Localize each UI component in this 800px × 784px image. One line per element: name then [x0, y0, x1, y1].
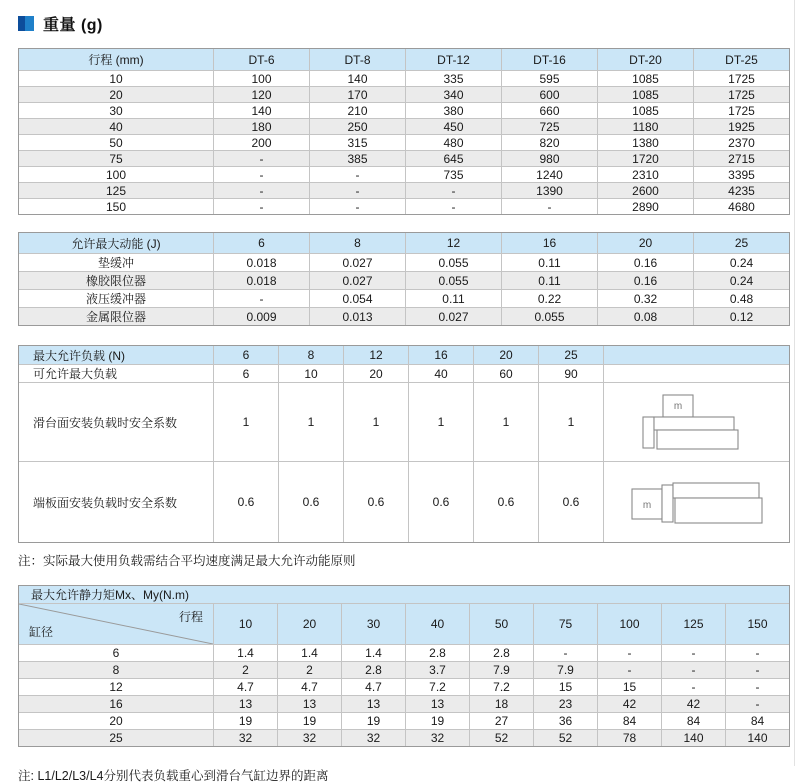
value-cell: 1 [409, 383, 474, 462]
value-cell: 0.6 [214, 462, 279, 543]
table-row [19, 87, 790, 103]
load-table-header-row [19, 346, 790, 365]
value-cell: 1240 [502, 167, 598, 183]
value-cell: 480 [406, 135, 502, 151]
value-cell: 595 [502, 71, 598, 87]
table-row [19, 696, 790, 713]
value-cell: 42 [598, 696, 662, 713]
value-cell: 0.055 [406, 254, 502, 272]
value-cell: 820 [502, 135, 598, 151]
value-cell: 1085 [598, 87, 694, 103]
value-cell: 40 [409, 365, 474, 383]
weight-table [18, 48, 790, 215]
value-cell: 140 [310, 71, 406, 87]
mass-label: m [673, 401, 682, 412]
value-cell: 660 [502, 103, 598, 119]
value-cell: 2715 [694, 151, 790, 167]
value-cell: - [406, 199, 502, 215]
value-cell: 100 [214, 71, 310, 87]
value-cell: - [214, 199, 310, 215]
max-load-table [18, 345, 790, 543]
value-cell: 180 [214, 119, 310, 135]
row-label-cell: 6 [19, 645, 214, 662]
value-cell: 84 [662, 713, 726, 730]
value-cell: 600 [502, 87, 598, 103]
column-header: 12 [406, 233, 502, 254]
column-header: 16 [502, 233, 598, 254]
row-label-cell: 100 [19, 167, 214, 183]
diagram-column-header [604, 346, 790, 365]
value-cell: 0.08 [598, 308, 694, 326]
value-cell: 140 [214, 103, 310, 119]
column-header: 20 [598, 233, 694, 254]
value-cell: 0.054 [310, 290, 406, 308]
value-cell: 0.055 [406, 272, 502, 290]
row-label-cell: 16 [19, 696, 214, 713]
value-cell: 7.2 [406, 679, 470, 696]
diagram-cell [604, 383, 790, 462]
value-cell: 1725 [694, 87, 790, 103]
value-cell: 18 [470, 696, 534, 713]
value-cell: 0.027 [310, 254, 406, 272]
row-label-cell: 50 [19, 135, 214, 151]
value-cell: 0.6 [344, 462, 409, 543]
value-cell: 32 [278, 730, 342, 747]
end-plate [643, 417, 654, 448]
column-header: 40 [406, 604, 470, 645]
column-header: 16 [409, 346, 474, 365]
table-row [19, 199, 790, 215]
column-header: DT-16 [502, 49, 598, 71]
value-cell: 27 [470, 713, 534, 730]
value-cell: - [310, 167, 406, 183]
value-cell: 340 [406, 87, 502, 103]
value-cell: 0.24 [694, 254, 790, 272]
value-cell: 15 [598, 679, 662, 696]
value-cell: 7.2 [470, 679, 534, 696]
kinetic-table-header-row [19, 233, 790, 254]
moment-table-title: 最大允许静力矩Mx、My(N.m) [19, 586, 790, 604]
column-header: 允许最大动能 (J) [19, 233, 214, 254]
value-cell: 60 [474, 365, 539, 383]
cylinder-body [657, 430, 738, 449]
table-row [19, 254, 790, 272]
value-cell: 4680 [694, 199, 790, 215]
value-cell: 0.013 [310, 308, 406, 326]
value-cell: 735 [406, 167, 502, 183]
value-cell: 0.027 [406, 308, 502, 326]
row-label-cell: 金属限位器 [19, 308, 214, 326]
value-cell: 0.16 [598, 272, 694, 290]
slide-table-top [673, 483, 759, 498]
note-load-distance: 注: L1/L2/L3/L4分别代表负载重心到滑台气缸边界的距离 [18, 769, 329, 783]
column-header: 10 [214, 604, 278, 645]
kinetic-energy-table [18, 232, 790, 326]
value-cell: 1 [474, 383, 539, 462]
value-cell: 1725 [694, 103, 790, 119]
value-cell: 32 [406, 730, 470, 747]
column-header: 6 [214, 346, 279, 365]
value-cell: 7.9 [534, 662, 598, 679]
value-cell: 7.9 [470, 662, 534, 679]
slide-face-safety-row [19, 383, 790, 462]
corner-label-bore: 缸径 [29, 625, 54, 639]
value-cell: 32 [342, 730, 406, 747]
value-cell: 36 [534, 713, 598, 730]
column-header: DT-6 [214, 49, 310, 71]
column-header: 25 [539, 346, 604, 365]
value-cell: 0.018 [214, 254, 310, 272]
value-cell: 13 [278, 696, 342, 713]
value-cell: 4.7 [278, 679, 342, 696]
value-cell: 2.8 [342, 662, 406, 679]
value-cell: 52 [470, 730, 534, 747]
value-cell: - [502, 199, 598, 215]
value-cell: 20 [344, 365, 409, 383]
value-cell: 2 [214, 662, 278, 679]
value-cell: 0.6 [409, 462, 474, 543]
value-cell: 19 [342, 713, 406, 730]
value-cell: 0.11 [406, 290, 502, 308]
value-cell: 0.027 [310, 272, 406, 290]
value-cell: 2890 [598, 199, 694, 215]
row-label-cell: 20 [19, 713, 214, 730]
column-header: 20 [474, 346, 539, 365]
value-cell: 315 [310, 135, 406, 151]
page-title-text: 重量 (g) [43, 17, 103, 34]
value-cell: 84 [726, 713, 790, 730]
empty-diagram-cell [604, 365, 790, 383]
column-header: 150 [726, 604, 790, 645]
value-cell: 2 [278, 662, 342, 679]
row-label-cell: 150 [19, 199, 214, 215]
weight-table-header-row [19, 49, 790, 71]
value-cell: 200 [214, 135, 310, 151]
table-row [19, 167, 790, 183]
value-cell: - [214, 167, 310, 183]
column-header: 25 [694, 233, 790, 254]
value-cell: 1 [214, 383, 279, 462]
value-cell: 3.7 [406, 662, 470, 679]
row-label-cell: 30 [19, 103, 214, 119]
column-header: 20 [278, 604, 342, 645]
table-row [19, 151, 790, 167]
value-cell: 1720 [598, 151, 694, 167]
value-cell: - [726, 696, 790, 713]
diagonal-corner-cell [19, 604, 214, 645]
value-cell: 645 [406, 151, 502, 167]
value-cell: - [726, 645, 790, 662]
column-header: 12 [344, 346, 409, 365]
load-on-end-plate-diagram [630, 477, 764, 527]
value-cell: - [726, 679, 790, 696]
value-cell: 3395 [694, 167, 790, 183]
end-plate-safety-row [19, 462, 790, 543]
value-cell: 120 [214, 87, 310, 103]
value-cell: 140 [726, 730, 790, 747]
value-cell: 13 [342, 696, 406, 713]
value-cell: 52 [534, 730, 598, 747]
value-cell: 385 [310, 151, 406, 167]
table-row [19, 183, 790, 199]
value-cell: - [598, 662, 662, 679]
table-row [19, 135, 790, 151]
value-cell: - [214, 290, 310, 308]
value-cell: 6 [214, 365, 279, 383]
row-label-cell: 滑台面安装负载时安全系数 [19, 383, 214, 462]
row-label-cell: 液压缓冲器 [19, 290, 214, 308]
value-cell: 380 [406, 103, 502, 119]
table-row [19, 290, 790, 308]
value-cell: - [662, 645, 726, 662]
value-cell: 10 [279, 365, 344, 383]
value-cell: 78 [598, 730, 662, 747]
slide-table-top [654, 417, 734, 430]
column-header: 6 [214, 233, 310, 254]
end-plate [662, 485, 673, 522]
max-load-row [19, 365, 790, 383]
row-label-cell: 125 [19, 183, 214, 199]
value-cell: 4.7 [214, 679, 278, 696]
value-cell: 0.009 [214, 308, 310, 326]
value-cell: 1 [539, 383, 604, 462]
diagram-cell [604, 462, 790, 543]
column-header: 8 [279, 346, 344, 365]
value-cell: 2310 [598, 167, 694, 183]
row-label-cell: 垫缓冲 [19, 254, 214, 272]
value-cell: 1085 [598, 71, 694, 87]
value-cell: 2600 [598, 183, 694, 199]
table-row [19, 645, 790, 662]
value-cell: 1.4 [278, 645, 342, 662]
value-cell: 1 [344, 383, 409, 462]
load-on-slide-table-diagram [636, 392, 758, 452]
value-cell: 450 [406, 119, 502, 135]
column-header: 30 [342, 604, 406, 645]
value-cell: - [406, 183, 502, 199]
table-row [19, 730, 790, 747]
static-moment-table [18, 585, 790, 747]
value-cell: 1 [279, 383, 344, 462]
row-label-cell: 端板面安装负载时安全系数 [19, 462, 214, 543]
row-label-cell: 10 [19, 71, 214, 87]
column-header: 125 [662, 604, 726, 645]
table-row [19, 662, 790, 679]
value-cell: 90 [539, 365, 604, 383]
value-cell: 32 [214, 730, 278, 747]
row-label-cell: 橡胶限位器 [19, 272, 214, 290]
corner-label-stroke: 行程 [178, 610, 203, 624]
column-header: 行程 (mm) [19, 49, 214, 71]
row-label-cell: 40 [19, 119, 214, 135]
column-header: 最大允许负载 (N) [19, 346, 214, 365]
table-row [19, 308, 790, 326]
value-cell: 0.24 [694, 272, 790, 290]
value-cell: 13 [214, 696, 278, 713]
value-cell: 23 [534, 696, 598, 713]
value-cell: 42 [662, 696, 726, 713]
value-cell: 980 [502, 151, 598, 167]
value-cell: - [662, 679, 726, 696]
row-label-cell: 25 [19, 730, 214, 747]
value-cell: - [534, 645, 598, 662]
value-cell: 0.055 [502, 308, 598, 326]
value-cell: 0.48 [694, 290, 790, 308]
value-cell: - [598, 645, 662, 662]
value-cell: 19 [406, 713, 470, 730]
value-cell: 0.11 [502, 272, 598, 290]
value-cell: 84 [598, 713, 662, 730]
cylinder-body [675, 498, 762, 523]
value-cell: - [310, 183, 406, 199]
page-title [0, 0, 800, 35]
value-cell: 1925 [694, 119, 790, 135]
section-marker-icon [18, 16, 34, 31]
row-label-cell: 可允许最大负载 [19, 365, 214, 383]
table-row [19, 713, 790, 730]
column-header: DT-8 [310, 49, 406, 71]
mass-label: m [642, 500, 651, 511]
value-cell: 170 [310, 87, 406, 103]
value-cell: 2.8 [470, 645, 534, 662]
column-header: DT-20 [598, 49, 694, 71]
value-cell: 19 [278, 713, 342, 730]
value-cell: 335 [406, 71, 502, 87]
value-cell: 13 [406, 696, 470, 713]
value-cell: 1.4 [214, 645, 278, 662]
value-cell: 140 [662, 730, 726, 747]
column-header: DT-25 [694, 49, 790, 71]
moment-table-title-row [19, 586, 790, 604]
value-cell: - [726, 662, 790, 679]
value-cell: - [214, 183, 310, 199]
column-header: 8 [310, 233, 406, 254]
value-cell: 1725 [694, 71, 790, 87]
value-cell: 0.12 [694, 308, 790, 326]
note-max-load: 注：实际最大使用负载需结合平均速度满足最大允许动能原则 [18, 554, 356, 568]
value-cell: 0.11 [502, 254, 598, 272]
value-cell: 0.16 [598, 254, 694, 272]
value-cell: 0.22 [502, 290, 598, 308]
moment-table-header-row [19, 604, 790, 645]
value-cell: - [310, 199, 406, 215]
value-cell: 0.6 [539, 462, 604, 543]
value-cell: 1180 [598, 119, 694, 135]
column-header: 75 [534, 604, 598, 645]
value-cell: 210 [310, 103, 406, 119]
value-cell: 0.6 [474, 462, 539, 543]
page-right-edge-line [794, 0, 795, 766]
value-cell: 2370 [694, 135, 790, 151]
value-cell: 725 [502, 119, 598, 135]
value-cell: 4235 [694, 183, 790, 199]
row-label-cell: 75 [19, 151, 214, 167]
row-label-cell: 8 [19, 662, 214, 679]
row-label-cell: 12 [19, 679, 214, 696]
value-cell: 0.32 [598, 290, 694, 308]
value-cell: 15 [534, 679, 598, 696]
value-cell: 0.018 [214, 272, 310, 290]
value-cell: 19 [214, 713, 278, 730]
value-cell: 4.7 [342, 679, 406, 696]
column-header: DT-12 [406, 49, 502, 71]
column-header: 50 [470, 604, 534, 645]
value-cell: 1390 [502, 183, 598, 199]
value-cell: 1.4 [342, 645, 406, 662]
column-header: 100 [598, 604, 662, 645]
row-label-cell: 20 [19, 87, 214, 103]
table-row [19, 71, 790, 87]
value-cell: - [662, 662, 726, 679]
table-row [19, 119, 790, 135]
value-cell: 2.8 [406, 645, 470, 662]
value-cell: 1380 [598, 135, 694, 151]
value-cell: - [214, 151, 310, 167]
value-cell: 0.6 [279, 462, 344, 543]
table-row [19, 679, 790, 696]
value-cell: 1085 [598, 103, 694, 119]
table-row [19, 103, 790, 119]
table-row [19, 272, 790, 290]
value-cell: 250 [310, 119, 406, 135]
